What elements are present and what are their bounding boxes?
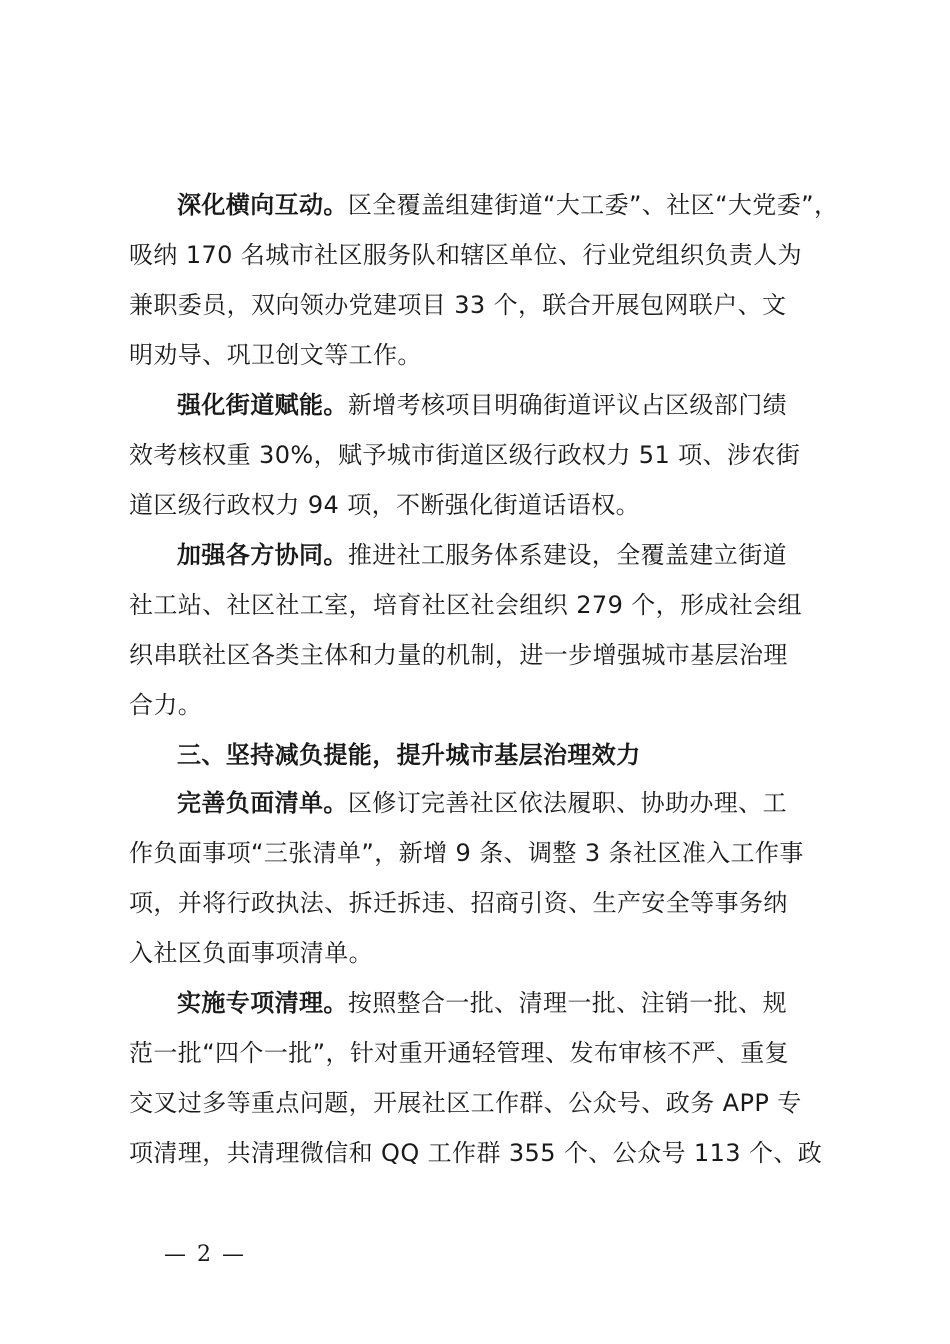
paragraph-heading: 深化横向互动。 (177, 191, 348, 219)
section-title: 三、坚持减负提能，提升城市基层治理效力 (177, 741, 641, 769)
paragraph-line: 范一批“四个一批”，针对重开通轻管理、发布审核不严、重复 (129, 1039, 790, 1067)
paragraph-line: 社工站、社区社工室，培育社区社会组织 279 个，形成社会组 (129, 591, 803, 619)
paragraph-heading: 完善负面清单。 (177, 789, 348, 817)
paragraph-line (177, 778, 917, 828)
paragraph-line: 织串联社区各类主体和力量的机制，进一步增强城市基层治理 (129, 641, 788, 669)
paragraph-line: 项，并将行政执法、拆迁拆违、招商引资、生产安全等事务纳 (129, 889, 788, 917)
paragraph-heading: 加强各方协同。 (177, 541, 348, 569)
paragraph-line: 项清理，共清理微信和 QQ 工作群 355 个、公众号 113 个、政 (129, 1139, 823, 1167)
paragraph-line: 效考核权重 30%，赋予城市街道区级行政权力 51 项、涉农街 (129, 441, 801, 469)
paragraph-text: 区修订完善社区依法履职、协助办理、工 (347, 789, 788, 817)
paragraph-line: 吸纳 170 名城市社区服务队和辖区单位、行业党组织负责人为 (129, 241, 803, 269)
paragraph-text: 区全覆盖组建街道“大工委”、社区“大党委”， (347, 191, 839, 219)
paragraph-line: 交叉过多等重点问题，开展社区工作群、公众号、政务 APP 专 (129, 1089, 802, 1117)
paragraph-line (177, 530, 917, 580)
page-number: — 2 — (164, 1242, 246, 1267)
paragraph-heading: 实施专项清理。 (177, 989, 348, 1017)
paragraph-line: 合力。 (129, 691, 203, 719)
paragraph-line: 道区级行政权力 94 项，不断强化街道话语权。 (129, 491, 640, 519)
paragraph-line: 入社区负面事项清单。 (129, 939, 373, 967)
paragraph-line: 作负面事项“三张清单”，新增 9 条、调整 3 条社区准入工作事 (129, 839, 804, 867)
paragraph-line (177, 180, 917, 230)
paragraph-line (177, 978, 917, 1028)
paragraph-line: 兼职委员，双向领办党建项目 33 个，联合开展包网联户、文 (129, 291, 787, 319)
paragraph-heading: 强化街道赋能。 (177, 391, 348, 419)
paragraph-text: 新增考核项目明确街道评议占区级部门绩 (347, 391, 788, 419)
paragraph-line: 明劝导、巩卫创文等工作。 (129, 341, 422, 369)
paragraph-text: 推进社工服务体系建设，全覆盖建立街道 (347, 541, 788, 569)
paragraph-text: 按照整合一批、清理一批、注销一批、规 (347, 989, 788, 1017)
paragraph-line (177, 380, 917, 430)
